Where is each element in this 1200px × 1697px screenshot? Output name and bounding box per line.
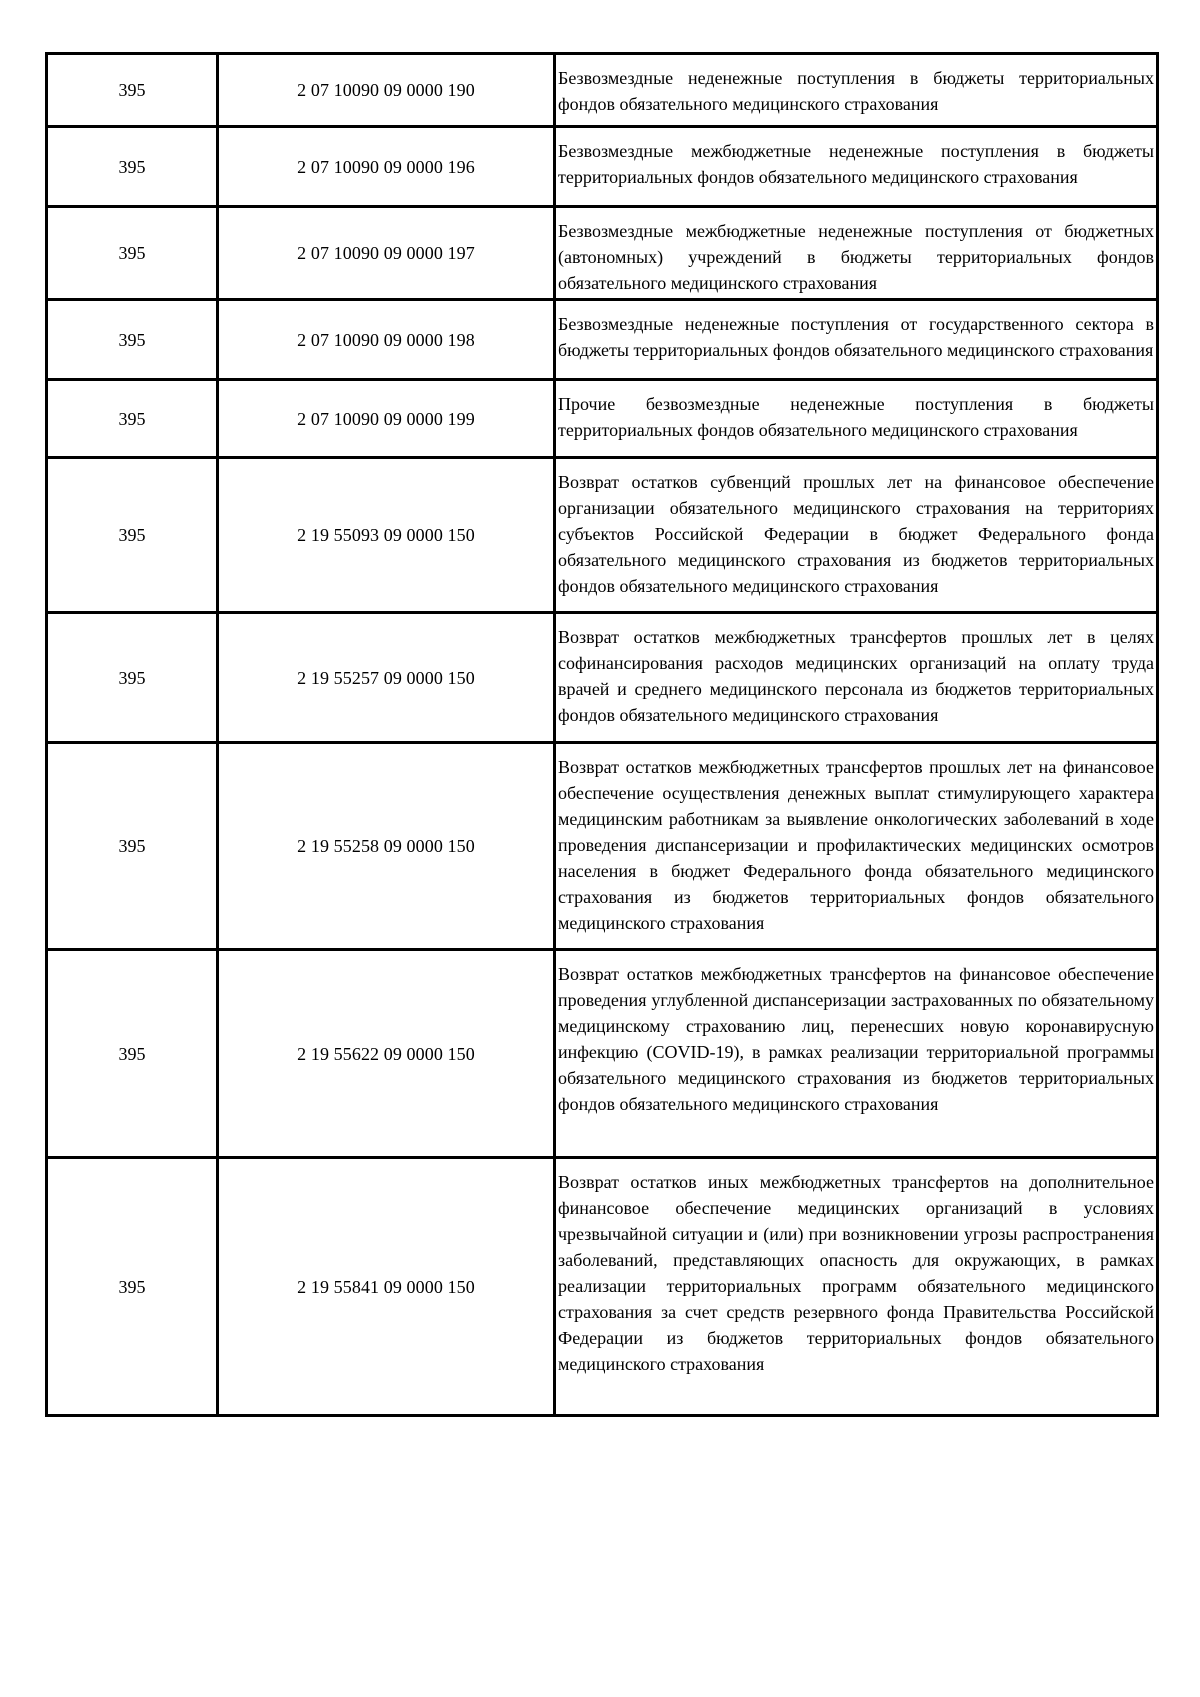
table-row xyxy=(47,613,1158,743)
income-description-cell: Безвозмездные неденежные поступления в бюджеты территориальных фондов обязательного медицинского страхования xyxy=(555,54,1158,127)
administrator-code-cell: 395 xyxy=(47,300,218,380)
budget-classification-code-cell: 2 07 10090 09 0000 196 xyxy=(218,127,555,207)
table-row xyxy=(47,127,1158,207)
table-row xyxy=(47,458,1158,613)
budget-classification-code-cell: 2 19 55257 09 0000 150 xyxy=(218,613,555,743)
table-row xyxy=(47,950,1158,1158)
administrator-code-cell: 395 xyxy=(47,950,218,1158)
budget-classification-code-cell: 2 19 55622 09 0000 150 xyxy=(218,950,555,1158)
budget-classification-code-cell: 2 07 10090 09 0000 198 xyxy=(218,300,555,380)
budget-classification-code-cell: 2 07 10090 09 0000 190 xyxy=(218,54,555,127)
income-description-cell: Возврат остатков субвенций прошлых лет на финансовое обеспечение организации обязательного медицинского страхования на территориях субъектов Российской Федерации в бюджет Федерального фонда обязательного медицинского страхования из бюджетов территориальных фондов обязательного медицинского страхования xyxy=(555,458,1158,613)
table-row xyxy=(47,380,1158,458)
administrator-code-cell: 395 xyxy=(47,1158,218,1416)
administrator-code-cell: 395 xyxy=(47,54,218,127)
income-description-cell: Безвозмездные межбюджетные неденежные поступления от бюджетных (автономных) учреждений в бюджеты территориальных фондов обязательного медицинского страхования xyxy=(555,207,1158,300)
income-description-cell: Безвозмездные неденежные поступления от государственного сектора в бюджеты территориальных фондов обязательного медицинского страхования xyxy=(555,300,1158,380)
budget-classification-table xyxy=(45,52,1159,1417)
income-description-cell: Возврат остатков межбюджетных трансфертов на финансовое обеспечение проведения углубленной диспансеризации застрахованных по обязательному медицинскому страхованию лиц, перенесших новую коронавирусную инфекцию (COVID-19), в рамках реализации территориальной программы обязательного медицинского страхования из бюджетов территориальных фондов обязательного медицинского страхования xyxy=(555,950,1158,1158)
administrator-code-cell: 395 xyxy=(47,743,218,950)
budget-classification-code-cell: 2 07 10090 09 0000 199 xyxy=(218,380,555,458)
budget-classification-code-cell: 2 07 10090 09 0000 197 xyxy=(218,207,555,300)
budget-classification-code-cell: 2 19 55093 09 0000 150 xyxy=(218,458,555,613)
income-description-cell: Возврат остатков межбюджетных трансфертов прошлых лет на финансовое обеспечение осуществления денежных выплат стимулирующего характера медицинским работникам за выявление онкологических заболеваний в ходе проведения диспансеризации и профилактических медицинских осмотров населения в бюджет Федерального фонда обязательного медицинского страхования из бюджетов территориальных фондов обязательного медицинского страхования xyxy=(555,743,1158,950)
income-description-cell: Возврат остатков межбюджетных трансфертов прошлых лет в целях софинансирования расходов медицинских организаций на оплату труда врачей и среднего медицинского персонала из бюджетов территориальных фондов обязательного медицинского страхования xyxy=(555,613,1158,743)
administrator-code-cell: 395 xyxy=(47,127,218,207)
budget-classification-code-cell: 2 19 55258 09 0000 150 xyxy=(218,743,555,950)
table-row xyxy=(47,1158,1158,1416)
budget-classification-code-cell: 2 19 55841 09 0000 150 xyxy=(218,1158,555,1416)
income-description-cell: Прочие безвозмездные неденежные поступления в бюджеты территориальных фондов обязательного медицинского страхования xyxy=(555,380,1158,458)
income-description-cell: Возврат остатков иных межбюджетных трансфертов на дополнительное финансовое обеспечение медицинских организаций в условиях чрезвычайной ситуации и (или) при возникновении угрозы распространения заболеваний, представляющих опасность для окружающих, в рамках реализации территориальных программ обязательного медицинского страхования за счет средств резервного фонда Правительства Российской Федерации из бюджетов территориальных фондов обязательного медицинского страхования xyxy=(555,1158,1158,1416)
administrator-code-cell: 395 xyxy=(47,207,218,300)
administrator-code-cell: 395 xyxy=(47,380,218,458)
table-row xyxy=(47,207,1158,300)
administrator-code-cell: 395 xyxy=(47,458,218,613)
table-row xyxy=(47,300,1158,380)
table-row xyxy=(47,54,1158,127)
income-description-cell: Безвозмездные межбюджетные неденежные поступления в бюджеты территориальных фондов обязательного медицинского страхования xyxy=(555,127,1158,207)
administrator-code-cell: 395 xyxy=(47,613,218,743)
table-row xyxy=(47,743,1158,950)
